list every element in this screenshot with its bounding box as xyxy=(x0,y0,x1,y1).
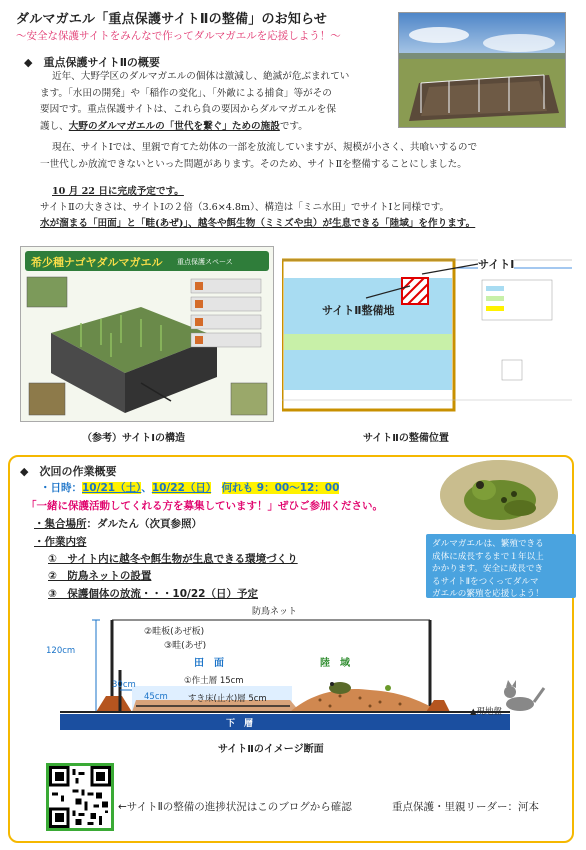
callout-line: ダルマガエルは、繁殖できる xyxy=(432,539,544,549)
page-title: ダルマガエル「重点保護サイトⅡの整備」のお知らせ xyxy=(16,12,328,27)
completion-date: 10 月 22 日に完成予定です。 xyxy=(52,186,184,197)
task-item: ② 防鳥ネットの設置 xyxy=(48,570,152,582)
text-line: 護し、 xyxy=(40,120,69,132)
highlight-text: 大野のダルマガエルの「世代を繋ぐ」ための施設 xyxy=(68,120,280,132)
figure-banner-sub: 重点保護スペース xyxy=(177,258,233,266)
text-line: 要因です。重点保護サイトは、これら負の要因からダルマガエルを保 xyxy=(40,104,336,115)
frog-photo xyxy=(440,460,558,530)
task-item: ① サイト内に越冬や餌生物が生息できる環境づくり xyxy=(48,553,298,565)
figure-banner xyxy=(25,251,269,271)
plow-pan-label: すき床(止水)層 5cm xyxy=(188,694,267,704)
schedule-prefix: ・日時： xyxy=(40,482,82,494)
blog-qr-code[interactable] xyxy=(46,763,114,831)
site1-label: サイトⅠ xyxy=(478,258,515,271)
aze-board-label: ②畦板(あぜ板) xyxy=(144,627,205,637)
overview-paragraph-2 xyxy=(40,140,580,173)
leader-credit: 重点保護・里親リーダー：河本 xyxy=(392,801,539,813)
feature-line: 水が溜まる「田面」と「畦(あぜ)」、越冬や餌生物（ミミズや虫）が生息できる「陸域」を作ります。 xyxy=(40,218,476,229)
cross-section-diagram xyxy=(40,600,560,760)
width-30-label: 30cm xyxy=(112,680,136,690)
callout-line: ガエルの繁殖を応援しよう！ xyxy=(432,589,544,599)
right-figure-caption: サイトⅡの整備位置 xyxy=(363,433,449,444)
site1-structure-illustration xyxy=(21,273,273,421)
height-120-label: 120cm xyxy=(46,646,76,656)
volunteer-call: 「一緒に保護活動してくれる方を募集しています！」ぜひご参加ください。 xyxy=(26,500,383,512)
text-line: ます。「水田の開発」や「稲作の変化」、「外敵による捕食」等がその xyxy=(40,87,332,99)
ground-level-label: ▲現地盤 xyxy=(470,707,503,717)
next-work-heading: ◆ 次回の作業概要 xyxy=(20,465,117,478)
callout-line: るサイトⅡをつくってダルマ xyxy=(432,576,539,587)
text-line: 現在、サイトⅠでは、里親で育てた幼体の一部を放流していますが、規模が小さく、共喰いするので xyxy=(52,142,478,153)
meeting-place-value: ：ダルたん（次頁参照） xyxy=(86,518,202,530)
schedule-line xyxy=(40,480,339,495)
info-callout xyxy=(426,534,576,598)
schedule-time: 何れも 9：00～12：00 xyxy=(221,482,340,494)
topsoil-label: ①作土層 15cm xyxy=(184,676,244,686)
cross-section-caption: サイトⅡのイメージ断面 xyxy=(218,744,324,755)
overview-paragraph-1 xyxy=(40,69,392,135)
aze-label: ③畦(あぜ) xyxy=(164,641,207,651)
size-line: サイトⅡの大きさは、サイトⅠの２倍（3.6×4.8m）、構造は「ミニ水田」でサイトⅠと同様です。 xyxy=(40,202,450,213)
page-subtitle: ～安全な保護サイトをみんなで作ってダルマガエルを応援しよう！～ xyxy=(16,30,341,42)
meeting-place xyxy=(34,516,202,531)
work-content-label: ・作業内容 xyxy=(34,536,87,548)
meeting-place-label: ・集合場所 xyxy=(34,518,87,530)
text-line: 一世代しか放流できないといった問題があります。そのため、サイトⅡを整備することにしました。 xyxy=(40,158,467,170)
schedule-date-2: 10/22（日） xyxy=(151,482,212,494)
paddy-surface-label: 田 面 xyxy=(194,658,224,669)
bird-net-label: 防鳥ネット xyxy=(252,607,298,617)
figure-banner-title: 希少種ナゴヤダルマガエル xyxy=(31,256,163,269)
site-plan-map xyxy=(282,240,572,420)
callout-line: 成体に成長するまで１年以上 xyxy=(432,551,544,562)
schedule-date-1: 10/21（土） xyxy=(82,482,142,494)
site2-location-figure xyxy=(282,240,572,420)
site2-label: サイトⅡ整備地 xyxy=(322,304,395,317)
blog-note: ←サイトⅡの整備の進捗状況はこのブログから確認 xyxy=(118,801,352,813)
task-item: ③ 保護個体の放流・・・10/22（日）予定 xyxy=(48,588,258,600)
site1-structure-figure xyxy=(20,246,274,422)
left-figure-caption: （参考）サイトⅠの構造 xyxy=(82,433,186,444)
text-line: 近年、大野学区のダルマガエルの個体は激減し、絶滅が危ぶまれてい xyxy=(52,71,350,82)
callout-line: かかります。安全に成長でき xyxy=(432,564,544,574)
overview-heading: ◆ 重点保護サイトⅡの概要 xyxy=(24,56,160,69)
site-photo xyxy=(398,12,566,128)
height-45-label: 45cm xyxy=(144,692,168,702)
subsoil-label: 下 層 xyxy=(226,719,254,729)
text-line: です。 xyxy=(279,120,308,132)
land-area-label: 陸 域 xyxy=(320,658,350,669)
schedule-separator: 、 xyxy=(141,482,152,494)
